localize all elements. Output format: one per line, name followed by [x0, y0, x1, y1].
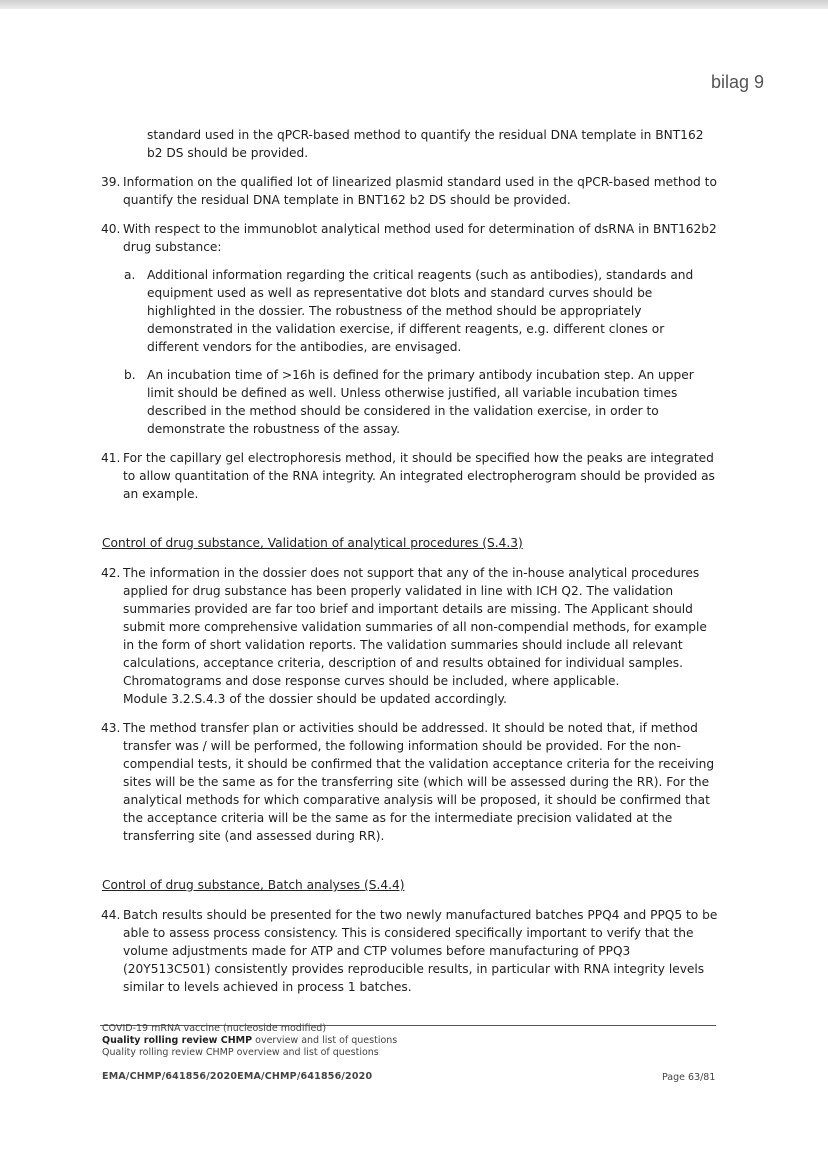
question-text: Batch results should be presented for the two newly manufactured batches PPQ4 and PPQ5 to be able to assess process consistency. This is considered specifically important to verify that the volume adjustments made for ATP and CTP volumes before manufacturing of PPQ3 (20Y513C501) consistently provides reproducible results, in particular with RNA integrity levels similar to levels achieved in process 1 batches.	[123, 908, 718, 994]
question-number: 44.	[101, 908, 121, 922]
question-text: Information on the qualified lot of linearized plasmid standard used in the qPCR-based method to quantify the residual DNA template in BNT162 b2 DS should be provided.	[123, 175, 717, 207]
question-44	[102, 906, 718, 996]
footer-title-bold: Quality rolling review CHMP	[102, 1034, 253, 1046]
question-text: The information in the dossier does not support that any of the in-house analytical procedures applied for drug substance has been properly validated in line with ICH Q2. The validation summaries provided are far too brief and important details are missing. The Applicant should submit more comprehensive validation summaries of all non-compendial methods, for example in the form of short validation reports. The validation summaries should include all relevant calculations, acceptance criteria, description of and results obtained for individual samples. Chromatograms and dose response curves should be included, where applicable.	[123, 566, 707, 688]
question-number: 43.	[101, 721, 121, 735]
question-number: 42.	[101, 566, 121, 580]
question-41	[102, 449, 718, 503]
subitem-label: b.	[124, 368, 136, 382]
footer-block	[102, 1023, 397, 1058]
question-42	[102, 564, 718, 708]
section-heading-validation: Control of drug substance, Validation of analytical procedures (S.4.3)	[102, 536, 523, 550]
subitem-text: Additional information regarding the critical reagents (such as antibodies), standards and equipment used as well as representative dot blots and standard curves should be highlighted in the dossier. The robustness of the method should be appropriately demonstrated in the validation exercise, if different reagents, e.g. different clones or different vendors for the antibodies, are envisaged.	[147, 268, 694, 354]
subitem-label: a.	[124, 268, 136, 282]
footer-title-rest: overview and list of questions	[252, 1034, 398, 1046]
continuation-paragraph: standard used in the qPCR-based method to quantify the residual DNA template in BNT162 b2 DS should be provided.	[147, 128, 704, 160]
scan-top-edge	[0, 0, 828, 9]
question-39	[102, 173, 718, 209]
question-40b	[102, 366, 718, 438]
question-40a	[102, 266, 718, 356]
question-text: The method transfer plan or activities should be addressed. It should be noted that, if method transfer was / will be performed, the following information should be provided. For the non-compendial tests, it should be confirmed that the validation acceptance criteria for the receiving sites will be the same as for the transferring site (which will be assessed during the RR). For the analytical methods for which comparative analysis will be proposed, it should be confirmed that the acceptance criteria will be the same as for the intermediate precision validated at the transferring site (and assessed during RR).	[123, 721, 715, 843]
section-heading-batch-analyses: Control of drug substance, Batch analyses (S.4.4)	[102, 878, 405, 892]
footer-product: COVID-19 mRNA vaccine (nucleoside modified)	[102, 1023, 327, 1034]
footer-title-line	[102, 1035, 397, 1047]
footer-title-repeat: Quality rolling review CHMP overview and list of questions	[102, 1046, 379, 1058]
question-text: With respect to the immunoblot analytical method used for determination of dsRNA in BNT162b2 drug substance:	[123, 222, 717, 254]
question-number: 41.	[101, 451, 121, 465]
document-reference: EMA/CHMP/641856/2020EMA/CHMP/641856/2020	[102, 1071, 373, 1082]
question-number: 40.	[101, 222, 121, 236]
document-body	[102, 126, 718, 996]
annex-stamp: bilag 9	[711, 72, 765, 92]
question-43	[102, 719, 718, 845]
page-number: Page 63/81	[662, 1072, 716, 1083]
question-text: For the capillary gel electrophoresis method, it should be specified how the peaks are integrated to allow quantitation of the RNA integrity. An integrated electropherogram should be provided as an example.	[123, 451, 715, 501]
question-number: 39.	[101, 175, 121, 189]
subitem-text: An incubation time of >16h is defined for the primary antibody incubation step. An upper limit should be defined as well. Unless otherwise justified, all variable incubation times described in the method should be considered in the validation exercise, in order to demonstrate the robustness of the assay.	[147, 368, 694, 436]
question-40	[102, 220, 718, 256]
question-text-continued: Module 3.2.S.4.3 of the dossier should be updated accordingly.	[123, 692, 507, 706]
